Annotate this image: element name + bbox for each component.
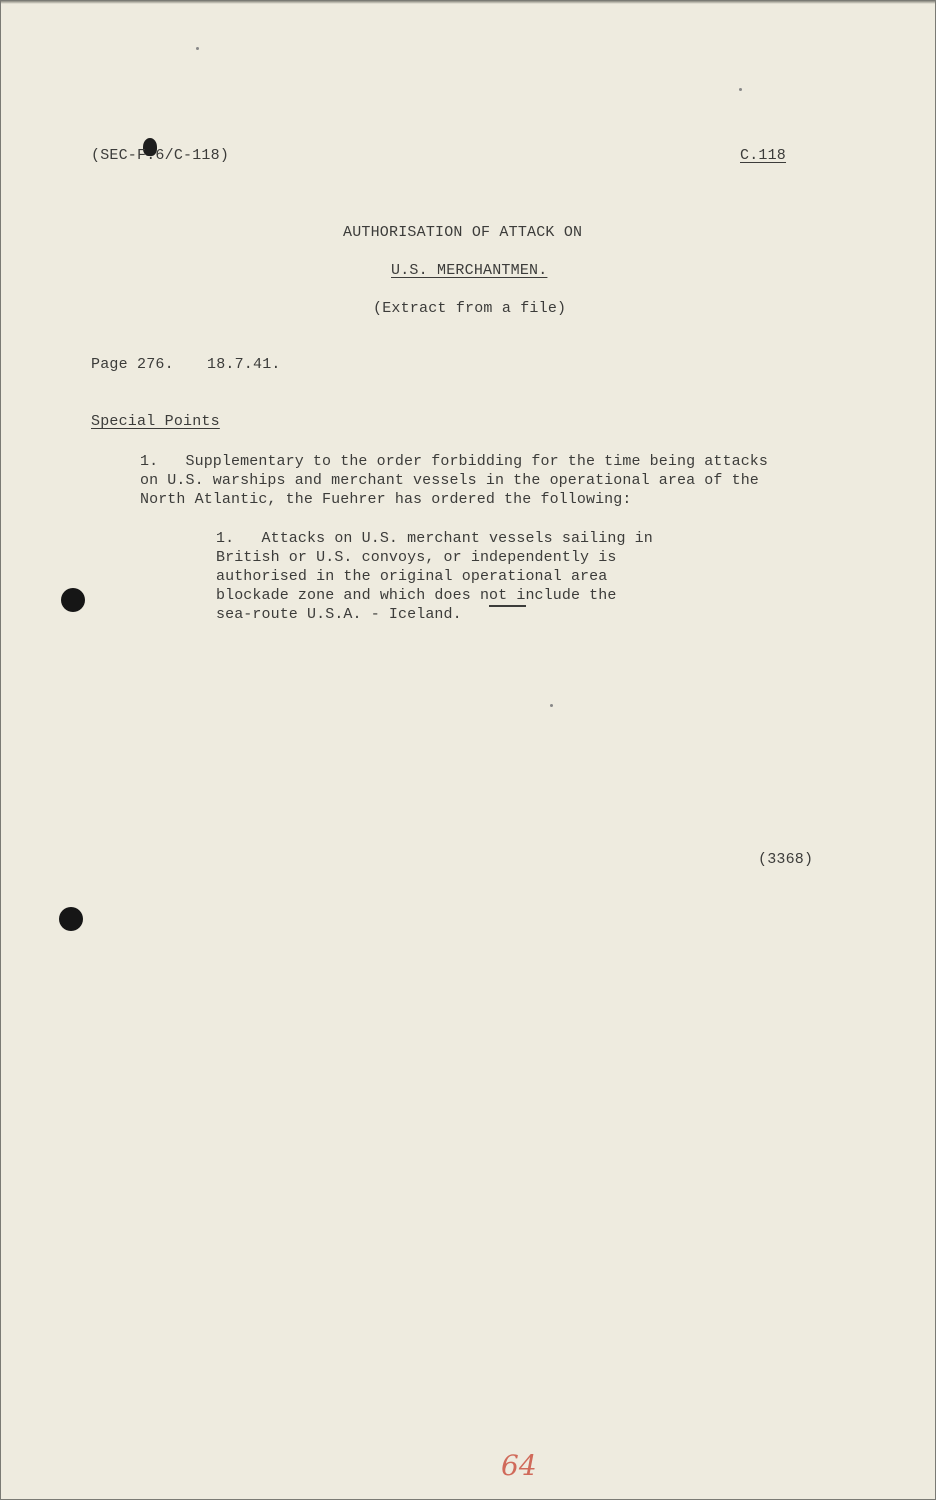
underline-mark [489,605,526,607]
top-edge-shadow [1,1,935,4]
date: 18.7.41. [207,356,281,373]
document-code: C.118 [740,147,787,164]
section-heading: Special Points [91,413,220,430]
document-number: (3368) [758,851,814,868]
title-line-1: AUTHORISATION OF ATTACK ON [343,224,583,241]
folio-number: 64 [501,1449,537,1482]
paper-speck [196,47,199,50]
title-line-2: U.S. MERCHANTMEN. [391,262,548,279]
punch-hole-bottom [59,907,83,931]
subtitle: (Extract from a file) [373,300,567,317]
page-reference: Page 276. [91,356,174,373]
paper-speck [550,704,553,707]
punch-hole-top [61,588,85,612]
file-reference: (SEC-F.6/C-118) [91,147,230,164]
paragraph-1: 1. Supplementary to the order forbidding for the time being attacks on U.S. warships and merchant vessels in the operational area of the North Atlantic, the Fuehrer has ordered the following: [140,453,769,508]
paragraph-1-1: 1. Attacks on U.S. merchant vessels sailing in British or U.S. convoys, or independently is authorised in the original operational area blockade zone and which does not include the sea-route U.S.A. - Iceland. [216,530,653,623]
paper-speck [739,88,742,91]
